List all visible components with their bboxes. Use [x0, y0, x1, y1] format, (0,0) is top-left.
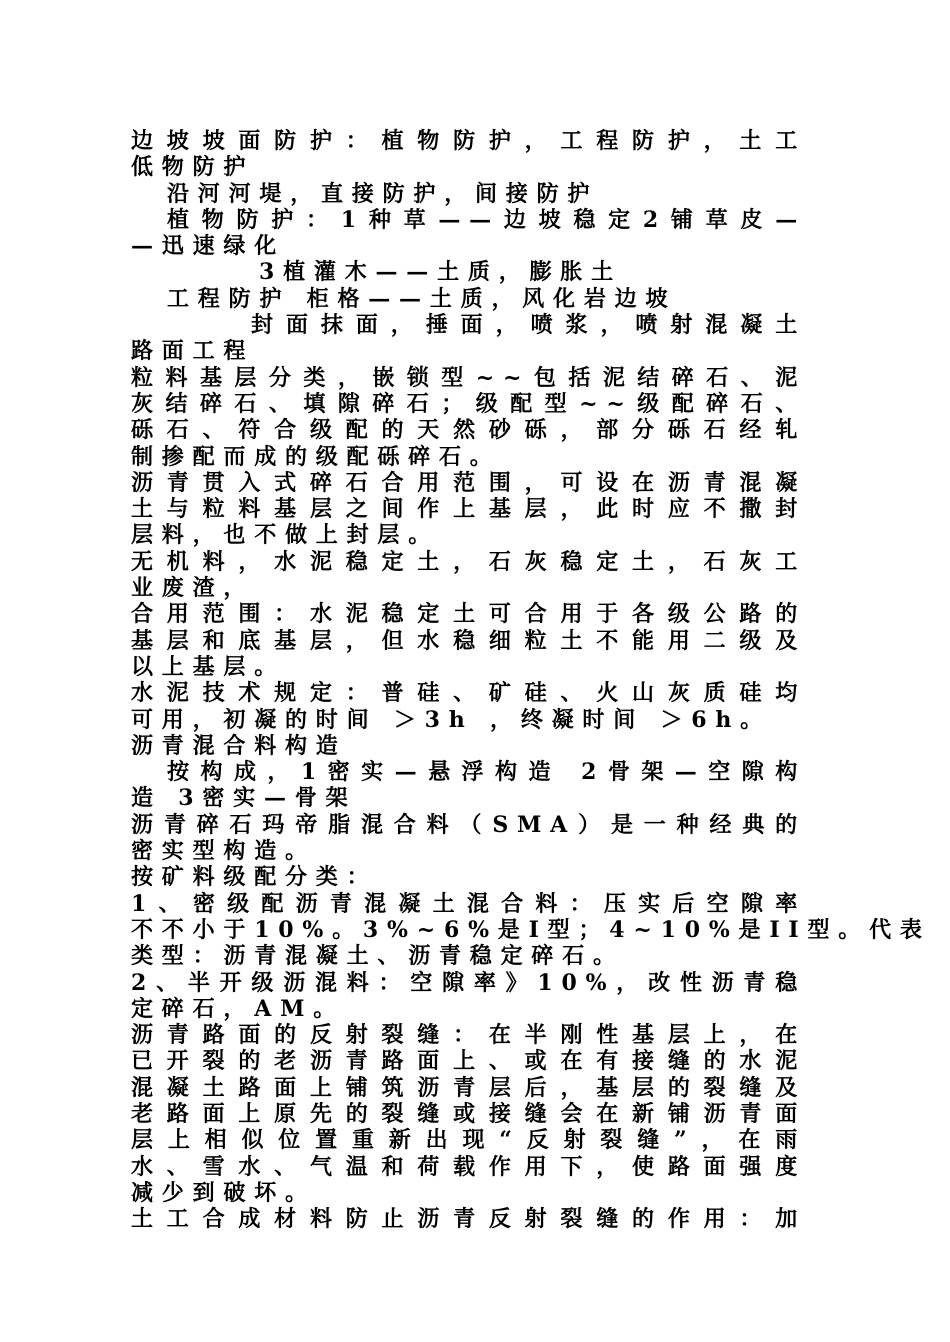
text-line: 沥青碎石玛帝脂混合料（SMA）是一种经典的	[131, 811, 806, 838]
text-line: 砾石、符合级配的天然砂砾，部分砾石经轧	[131, 417, 806, 444]
text-line: 按矿料级配分类：	[131, 864, 378, 891]
text-line: 混凝土路面上铺筑沥青层后，基层的裂缝及	[131, 1074, 806, 1101]
text-line: 类型：沥青混凝土、沥青稳定碎石。	[131, 943, 624, 970]
text-line: 封面抹面，捶面，喷浆，喷射混凝土	[251, 312, 806, 339]
text-line: 层上相似位置重新出现“反射裂缝”，在雨	[131, 1127, 806, 1154]
text-line: 路面工程	[131, 338, 255, 365]
text-line: 土工合成材料防止沥青反射裂缝的作用：加	[131, 1206, 806, 1233]
text-line: 沿河河堤，直接防护，间接防护	[167, 180, 599, 207]
text-line: 植物防护：1种草——边坡稳定2铺草皮—	[167, 206, 806, 233]
text-line: 工程防护 柜格——土质，风化岩边坡	[167, 285, 677, 312]
text-line: 以上基层。	[131, 653, 286, 680]
text-line: 粒料基层分类，嵌锁型~~包括泥结碎石、泥	[131, 364, 806, 391]
document-page	[131, 128, 931, 1233]
text-line: 定碎石，AM。	[131, 995, 345, 1022]
text-line: 造 3密实—骨架	[131, 785, 357, 812]
text-line: 业废渣，	[131, 575, 255, 602]
text-line: 灰结碎石、填隙碎石；级配型~~级配碎石、	[131, 390, 806, 417]
text-line: 边坡坡面防护：植物防护，工程防护，土工	[131, 128, 806, 154]
text-line: 无机料，水泥稳定土，石灰稳定土，石灰工	[131, 548, 806, 575]
text-line: 基层和底基层，但水稳细粒土不能用二级及	[131, 627, 806, 654]
text-line: 密实型构造。	[131, 838, 316, 865]
text-line: 可用，初凝的时间 ＞3h ，终凝时间 ＞6h。	[131, 706, 771, 733]
text-line: 低物防护	[131, 154, 255, 181]
text-line: 2、半开级沥混料：空隙率》10%，改性沥青稳	[131, 969, 806, 996]
text-line: 水泥技术规定：普硅、矿硅、火山灰质硅均	[131, 680, 806, 707]
text-line: 减少到破坏。	[131, 1179, 316, 1206]
text-line: 3植灌木——土质，膨胀土	[259, 259, 622, 286]
text-line: 合用范围：水泥稳定土可合用于各级公路的	[131, 601, 806, 628]
text-line: 层料，也不做上封层。	[131, 522, 440, 549]
text-line: 1、密级配沥青混凝土混合料：压实后空隙率	[131, 890, 806, 917]
text-line: 制掺配而成的级配砾碎石。	[131, 443, 501, 470]
text-line: 老路面上原先的裂缝或接缝会在新铺沥青面	[131, 1100, 806, 1127]
text-line: 土与粒料基层之间作上基层，此时应不撒封	[131, 496, 806, 523]
text-line: 沥青贯入式碎石合用范围，可设在沥青混凝	[131, 469, 806, 496]
text-line: 水、雪水、气温和荷载作用下，使路面强度	[131, 1153, 806, 1180]
text-line: 按构成，1密实—悬浮构造 2骨架—空隙构	[167, 759, 806, 786]
text-line: 不不小于10%。3%~6%是I型；4~10%是II型。代表	[131, 916, 931, 943]
text-line: —迅速绿化	[131, 233, 286, 260]
text-line: 沥青路面的反射裂缝：在半刚性基层上，在	[131, 1022, 806, 1049]
text-line: 沥青混合料构造	[131, 732, 347, 759]
text-line: 已开裂的老沥青路面上、或在有接缝的水泥	[131, 1048, 806, 1075]
